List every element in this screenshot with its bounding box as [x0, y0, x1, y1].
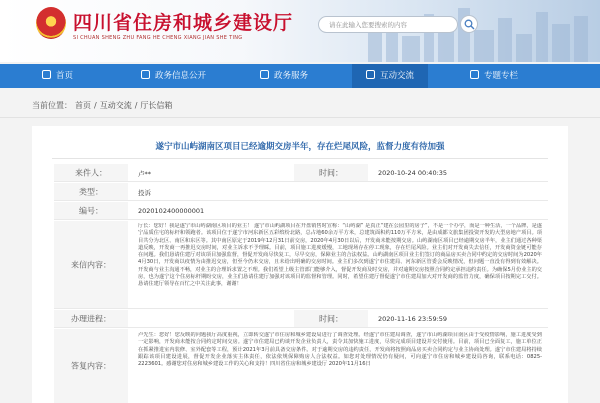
nav-item-government-info[interactable] — [141, 64, 206, 88]
site-title: 四川省住房和城乡建设厅 — [73, 12, 294, 34]
time-value: 2020-10-24 00:40:35 — [378, 169, 448, 177]
nav-item-label: 专题专栏 — [484, 71, 519, 81]
nav-item-special-topics[interactable] — [470, 64, 518, 88]
nav-item-label: 政务信息公开 — [155, 71, 207, 81]
search-icon — [464, 19, 475, 30]
breadcrumb — [32, 100, 175, 111]
nav-item-label: 互动交流 — [380, 71, 415, 81]
row-number — [54, 202, 548, 220]
nav-item-government-service[interactable] — [260, 64, 308, 88]
row-reply-content — [54, 329, 548, 403]
number-label: 编号： — [54, 202, 128, 219]
handling-label: 办理进程： — [54, 310, 128, 327]
breadcrumb-interaction[interactable]: 互动交流 — [99, 101, 132, 110]
nav-item-home[interactable] — [42, 64, 73, 88]
search-input[interactable]: 请在此输入您要搜索的内容 — [318, 16, 458, 33]
breadcrumb-home[interactable]: 首页 — [75, 101, 91, 110]
document-icon — [141, 70, 150, 79]
main-navigation — [0, 64, 600, 88]
letter-detail-panel — [32, 126, 568, 403]
number-value: 2020102400000001 — [138, 207, 205, 215]
row-author-time — [54, 164, 548, 182]
national-emblem-icon — [36, 7, 66, 39]
breadcrumb-prefix: 当前位置： — [32, 101, 72, 110]
reply-time-label: 时间： — [294, 310, 368, 327]
city-skyline-banner — [360, 6, 600, 62]
row-letter-content — [54, 221, 548, 309]
home-icon — [42, 70, 51, 79]
title-divider — [52, 158, 548, 159]
nav-item-interaction[interactable] — [352, 64, 428, 88]
service-icon — [260, 70, 269, 79]
nav-item-label: 首页 — [56, 71, 74, 81]
reply-content: 卢先生：您好！您反映的问题我厅高度重视，立即转交遂宁市住房和城乡建设局进行了调查处理。经遂宁市住建局调查，遂宁市山屿湖项目南区由于受疫情影响，施工进度受到一定影响，开发商未能按合同约定时间交房。遂宁市住建局已约谈开发企业负责人，责令其加快施工进度，尽快完成项目建设并交付使用。目前，项目已全面复工，施工单位正在抓紧推进室内装修、室外配套等工程，预计2021年3月前具备交房条件。对于逾期交房的违约责任，开发商将按照商品房买卖合同约定与业主协商处理。遂宁市住建局将持续跟踪该项目建设进展，督促开发企业落实主体责任，依法依规保障购房人合法权益。如您对处理情况仍有疑问，可向遂宁市住房和城乡建设局咨询，联系电话：0825-2223601。感谢您对住房和城乡建设工作的关心和支持！四川省住房和城乡建设厅 2020年11月16日 — [138, 332, 542, 368]
author-value: 卢** — [138, 170, 151, 178]
content-label: 来信内容： — [54, 221, 128, 308]
letter-content: 厅长：您好！我是遂宁市山屿湖南区项目的业主！ 遂宁市山屿湖项目在开盘销售时宣称：“山屿湖” 是真正“建在公园里的房子”，不是一个办学，而是一种生活，一个品牌，是遂宁品质住宅的标杆和领跑者。该项目位于遂宁市河东新区五彩缤纷北路，总占地60余万平方米，总建筑面积约110万平方米，是由成都文旅集团投资开发的大型房地产项目。项目共分为北区、南区和东区等。其中南区原定于2019年12月31日前交房，2020年4月30日以后，开发商未能按期交房。山屿湖南区项目已经逾期交房半年，业主们通过各种渠道反映，开发商一再推迟交房时间，对业主诉求不予理睬。目前，项目施工进度缓慢，工地现场存在停工现象，存在烂尾风险。业主们对开发商失去信任，开发商资金链可能存在问题。我们恳请住建厅对该项目加强监督，督促开发商尽快复工，尽早交房，保障业主的合法权益。山屿湖南区项目业主们签订的商品房买卖合同中约定的交房时间为2020年4月30日，开发商以疫情为由推迟交房，但至今仍未交房，且未给出明确的交房时间。业主们多次到遂宁市住建局、河东新区管委会反映情况，但问题一直没有得到有效解决。开发商与业主沟通不畅，对业主的合理诉求置之不理。我们希望上级主管部门能够介入，督促开发商及时交房，并对逾期交房按照合同约定承担违约责任。为确保5月份业主的交房，也为遂宁这个住房标杆期盼交房，业主们恳请住建厅加强对该项目的监督和管理。同时，希望住建厅督促遂宁市住建局加大对开发商的监管力度，确保项目按期完工交付。恳请住建厅领导在百忙之中关注此事，谢谢！ — [138, 223, 542, 288]
grid-icon — [470, 70, 479, 79]
breadcrumb-separator: / — [94, 101, 97, 110]
time-label: 时间： — [294, 164, 368, 181]
author-label: 来件人： — [54, 164, 128, 181]
reply-time-value: 2020-11-16 23:59:59 — [378, 315, 448, 323]
letter-title: 遂宁市山屿湖南区项目已经逾期交房半年，存在烂尾风险，监督力度有待加强 — [155, 142, 445, 152]
site-header — [0, 0, 600, 62]
type-value: 投诉 — [138, 189, 151, 197]
row-type — [54, 183, 548, 201]
site-title-pinyin: SI CHUAN SHENG ZHU FANG HE CHENG XIANG JIAN SHE TING — [73, 35, 243, 41]
breadcrumb-mailbox[interactable]: 厅长信箱 — [140, 101, 173, 110]
breadcrumb-bar — [0, 92, 600, 118]
breadcrumb-separator: / — [134, 101, 138, 110]
row-handling-time — [54, 310, 548, 328]
type-label: 类型： — [54, 183, 128, 200]
reply-label: 答复内容： — [54, 329, 128, 403]
nav-item-label: 政务服务 — [274, 71, 309, 81]
search-button[interactable] — [460, 15, 478, 33]
chat-icon — [366, 70, 375, 79]
